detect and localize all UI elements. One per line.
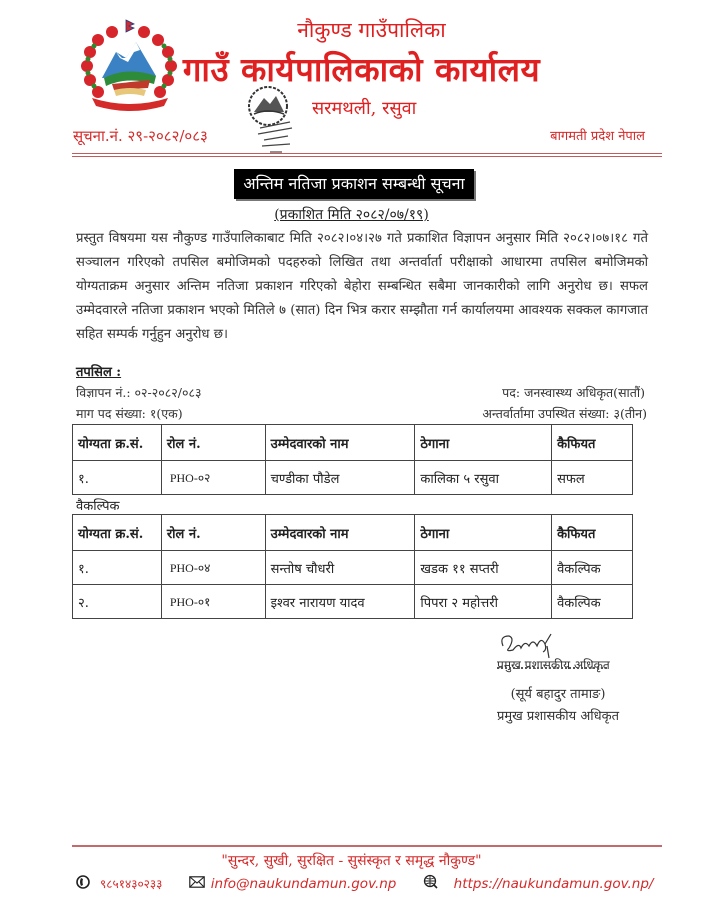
details-heading: तपसिल : bbox=[76, 365, 122, 380]
cell-rank: १. bbox=[73, 461, 162, 495]
table-header-row bbox=[73, 515, 633, 551]
demand-posts: माग पद संख्या: १(एक) bbox=[76, 406, 183, 421]
cell-roll: PHO-०४ bbox=[161, 551, 265, 585]
cell-roll: PHO-०१ bbox=[161, 585, 265, 619]
cell-remarks: वैकल्पिक bbox=[552, 585, 633, 619]
phone-contact bbox=[76, 875, 162, 893]
header-divider-top bbox=[72, 153, 662, 154]
email-contact bbox=[189, 876, 397, 892]
email-link[interactable]: info@naukundamun.gov.np bbox=[210, 875, 397, 892]
cell-name: सन्तोष चौधरी bbox=[265, 551, 415, 585]
cell-rank: २. bbox=[73, 585, 162, 619]
signature-line bbox=[497, 667, 607, 669]
header-roll: रोल नं. bbox=[161, 425, 265, 461]
office-location: सरमथली, रसुवा bbox=[312, 98, 417, 119]
post-name: पद: जनस्वास्थ्य अधिकृत(सातौं) bbox=[502, 385, 645, 400]
header-remarks: कैफियत bbox=[552, 425, 633, 461]
footer-divider bbox=[72, 845, 662, 847]
website-contact bbox=[423, 874, 654, 893]
header-address: ठेगाना bbox=[415, 425, 552, 461]
advertisement-number: विज्ञापन नं.: ०२-२०८२/०८३ bbox=[76, 385, 202, 400]
province-name: बागमती प्रदेश नेपाल bbox=[550, 129, 645, 144]
header-divider-bottom bbox=[72, 156, 662, 157]
website-link[interactable]: https://naukundamun.gov.np/ bbox=[453, 875, 654, 892]
notice-number: सूचना.नं. २९-२०८२/०८३ bbox=[73, 127, 208, 145]
published-date bbox=[0, 205, 703, 224]
signatory-title: प्रमुख प्रशासकीय अधिकृत bbox=[496, 709, 620, 724]
cell-remarks: वैकल्पिक bbox=[552, 551, 633, 585]
cell-address: पिपरा २ महोत्तरी bbox=[415, 585, 552, 619]
office-name: गाउँ कार्यपालिकाको कार्यालय bbox=[182, 50, 541, 89]
cell-name: इश्वर नारायण यादव bbox=[265, 585, 415, 619]
header-rank: योग्यता क्र.सं. bbox=[73, 515, 162, 551]
cell-address: कालिका ५ रसुवा bbox=[415, 461, 552, 495]
table-header-row bbox=[73, 425, 633, 461]
office-seal-icon bbox=[238, 84, 306, 154]
alternate-results-table bbox=[72, 514, 633, 619]
table-row bbox=[73, 551, 633, 585]
phone-number[interactable]: ९८५१४३०२३३ bbox=[100, 876, 163, 891]
table-row bbox=[73, 461, 633, 495]
header-remarks: कैफियत bbox=[552, 515, 633, 551]
main-results-table bbox=[72, 424, 633, 495]
alternate-label: वैकल्पिक bbox=[76, 499, 120, 514]
interview-attended: अन्तर्वार्तामा उपस्थित संख्या: ३(तीन) bbox=[482, 406, 647, 421]
header-rank: योग्यता क्र.सं. bbox=[73, 425, 162, 461]
signature-caption: प्रमुख प्रशासकीय अधिकृत bbox=[497, 658, 610, 672]
table-row bbox=[73, 585, 633, 619]
header-roll: रोल नं. bbox=[161, 515, 265, 551]
municipality-name: नौकुण्ड गाउँपालिका bbox=[297, 18, 446, 42]
footer-motto: "सुन्दर, सुखी, सुरक्षित - सुसंस्कृत र समृद्ध नौकुण्ड" bbox=[221, 853, 482, 869]
published-date-text: (प्रकाशित मिति २०८२/०७/१९) bbox=[274, 207, 429, 223]
cell-address: खडक ११ सप्तरी bbox=[415, 551, 552, 585]
cell-name: चण्डीका पौडेल bbox=[265, 461, 415, 495]
header-name: उम्मेदवारको नाम bbox=[265, 425, 415, 461]
globe-icon bbox=[423, 874, 438, 893]
header-name: उम्मेदवारको नाम bbox=[265, 515, 415, 551]
header-address: ठेगाना bbox=[415, 515, 552, 551]
cell-rank: १. bbox=[73, 551, 162, 585]
notice-title: अन्तिम नतिजा प्रकाशन सम्बन्धी सूचना bbox=[234, 169, 474, 199]
envelope-icon bbox=[189, 876, 205, 892]
footer-contact bbox=[76, 874, 675, 893]
cell-roll: PHO-०२ bbox=[161, 461, 265, 495]
signatory-name: (सूर्य बहादुर तामाङ) bbox=[510, 687, 606, 702]
phone-icon bbox=[76, 875, 90, 893]
cell-remarks: सफल bbox=[552, 461, 633, 495]
notice-body: प्रस्तुत विषयमा यस नौकुण्ड गाउँपालिकाबाट मिति २०८२।०४।२७ गते प्रकाशित विज्ञापन अनुसार मिति २०८२।०७।१८ गते सञ्चालन गरिएको तपसिल बमोजिमको पदहरुको लिखित तथा अन्तर्वार्ता परीक्षाको आधारमा तपसिल बमोजिमको योग्यताक्रम अनुसार अन्तिम नतिजा प्रकाशन गरिएको बेहोरा सम्बन्धित सबैमा जानकारीको लागि अनुरोध छ। सफल उम्मेदवारले नतिजा प्रकाशन भएको मितिले ७ (सात) दिन भित्र करार सम्झौता गर्न कार्यालयमा आवश्यक सक्कल कागजात सहित सम्पर्क गर्नुहुन अनुरोध छ। bbox=[76, 231, 648, 342]
